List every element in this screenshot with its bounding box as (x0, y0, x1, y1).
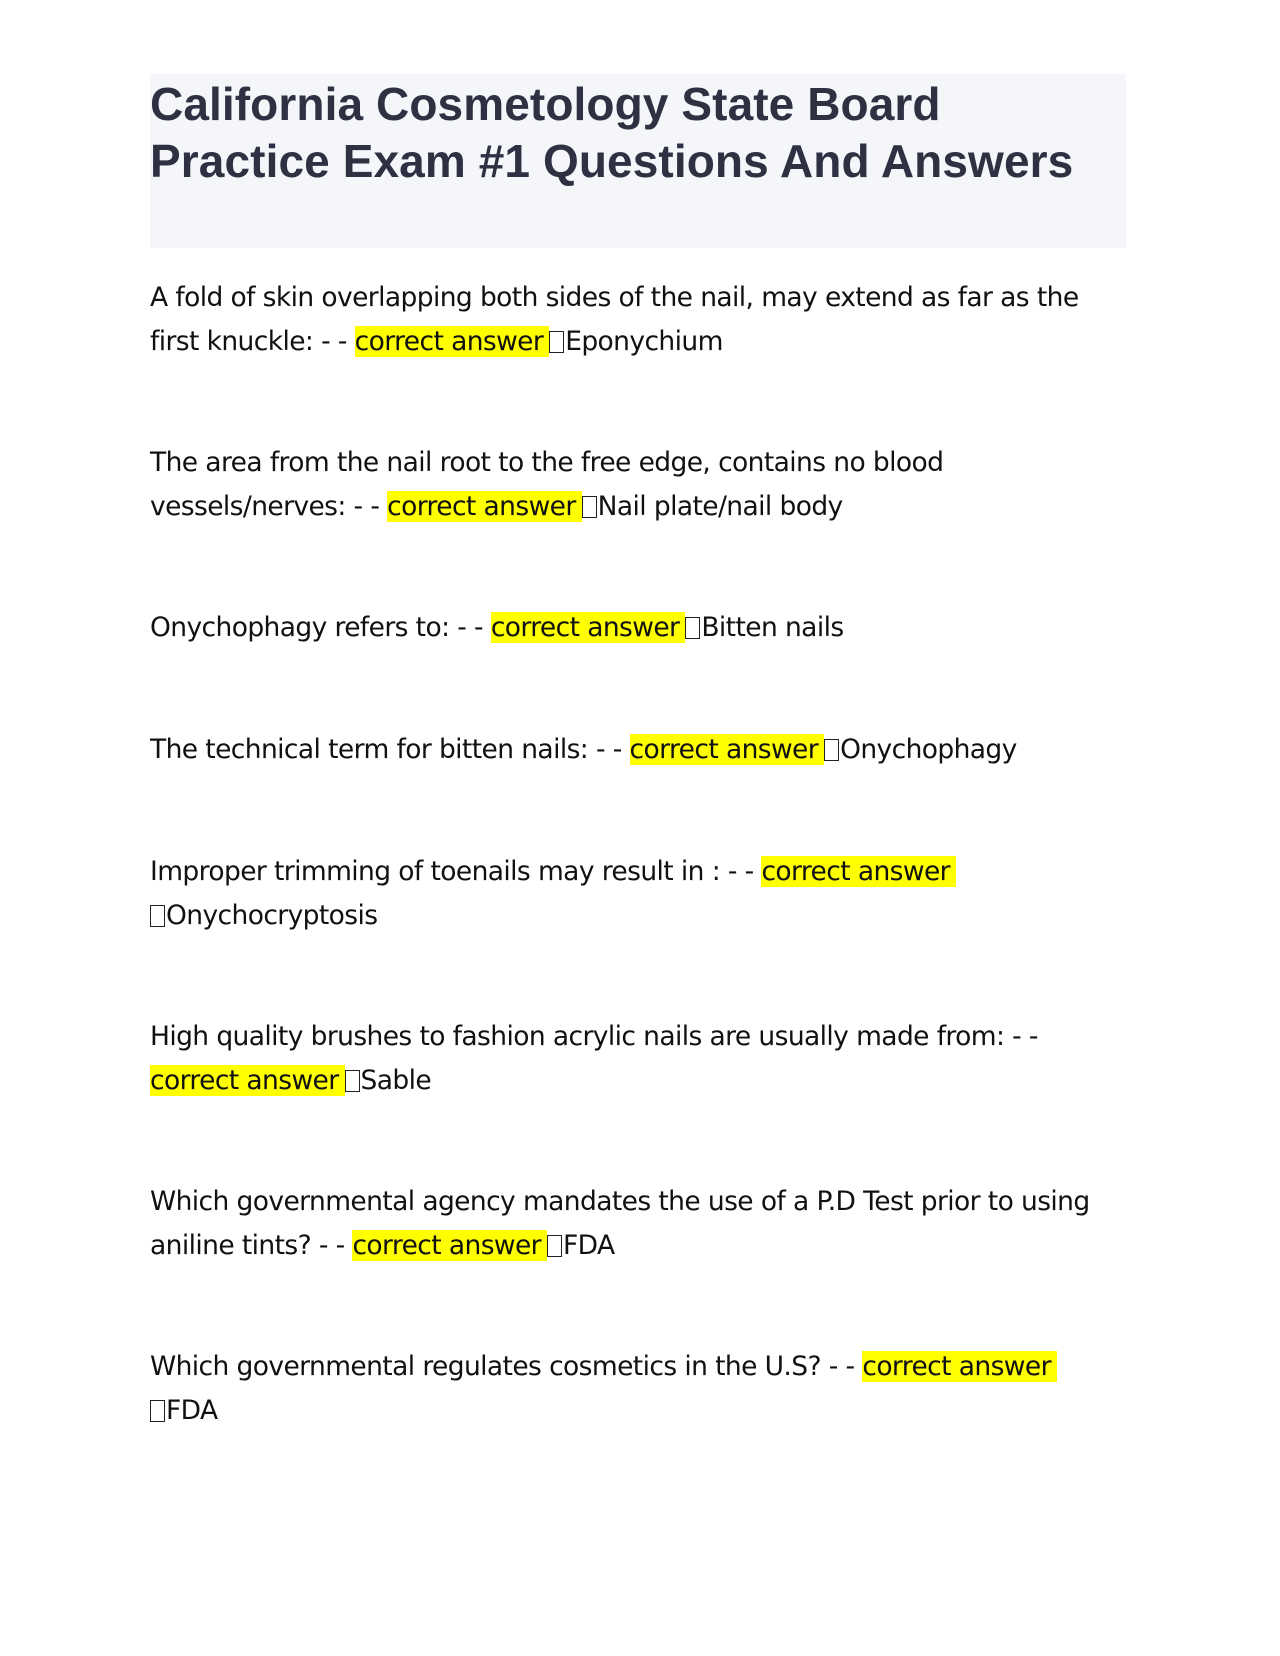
qa-list (150, 276, 1110, 1433)
missing-glyph-box-icon (824, 739, 839, 761)
qa-item (150, 276, 1110, 364)
question-text: The area from the nail root to the free edge, contains no blood vessels/nerves: - - (150, 447, 944, 522)
qa-item (150, 850, 1110, 938)
correct-answer-highlight: correct answer (491, 612, 686, 643)
missing-glyph-box-icon (549, 331, 564, 353)
correct-answer-highlight: correct answer (355, 326, 550, 357)
question-text: The technical term for bitten nails: - - (150, 734, 630, 765)
qa-item (150, 1015, 1110, 1103)
correct-answer-highlight: correct answer (761, 856, 956, 887)
qa-item (150, 441, 1110, 529)
missing-glyph-box-icon (547, 1235, 562, 1257)
question-text: Improper trimming of toenails may result in : - - (150, 856, 762, 887)
qa-item (150, 1180, 1110, 1268)
correct-answer-highlight: correct answer (150, 1065, 345, 1096)
qa-item (150, 728, 1110, 772)
correct-answer-highlight: correct answer (862, 1351, 1057, 1382)
question-text: Which governmental regulates cosmetics in the U.S? - - (150, 1351, 863, 1382)
answer-text: Onychophagy (840, 734, 1017, 765)
missing-glyph-box-icon (150, 1400, 165, 1422)
answer-text: FDA (166, 1395, 218, 1426)
question-text: Onychophagy refers to: - - (150, 612, 491, 643)
page-title: California Cosmetology State Board Practice Exam #1 Questions And Answers (150, 78, 1074, 187)
answer-text: Bitten nails (701, 612, 844, 643)
answer-text: Onychocryptosis (166, 900, 378, 931)
answer-text: Nail plate/nail body (597, 491, 843, 522)
missing-glyph-box-icon (582, 496, 597, 518)
answer-text: Eponychium (565, 326, 723, 357)
question-text: A fold of skin overlapping both sides of the nail, may extend as far as the first knuckle: - - (150, 282, 1079, 357)
qa-item (150, 1345, 1110, 1433)
question-text: Which governmental agency mandates the use of a P.D Test prior to using aniline tints? - - (150, 1186, 1090, 1261)
question-text: High quality brushes to fashion acrylic nails are usually made from: - - (150, 1021, 1038, 1052)
missing-glyph-box-icon (150, 905, 165, 927)
title-block (150, 74, 1126, 248)
correct-answer-highlight: correct answer (630, 734, 825, 765)
missing-glyph-box-icon (345, 1070, 360, 1092)
qa-item (150, 606, 1110, 650)
answer-text: Sable (360, 1065, 432, 1096)
correct-answer-highlight: correct answer (352, 1230, 547, 1261)
missing-glyph-box-icon (685, 617, 700, 639)
correct-answer-highlight: correct answer (387, 491, 582, 522)
answer-text: FDA (562, 1230, 615, 1261)
